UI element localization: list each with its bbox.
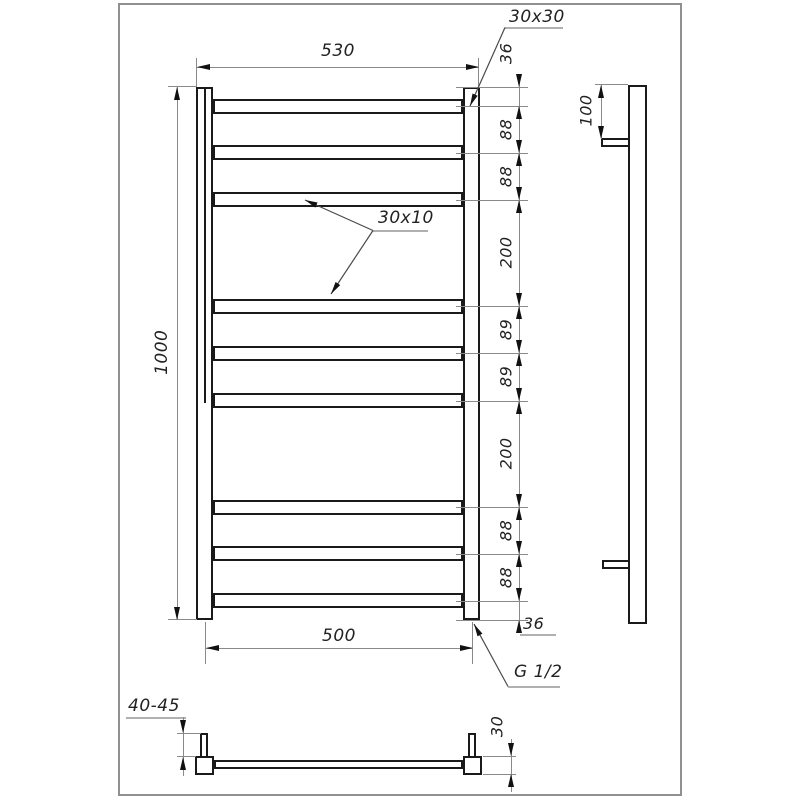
bottom-post-right xyxy=(463,756,482,775)
dim-spacing-5: 89 xyxy=(496,365,516,388)
bottom-bar xyxy=(214,760,463,769)
dim-top-width: 530 xyxy=(321,41,355,61)
label-post-section: 30x30 xyxy=(509,7,565,27)
dim-spacing-4: 89 xyxy=(496,318,516,341)
bottom-stem-right xyxy=(468,733,476,758)
dimension-arrow xyxy=(180,720,186,733)
dim-top-gap: 36 xyxy=(496,42,516,65)
bottom-post-left xyxy=(195,756,214,775)
leader-rung-section-lower xyxy=(331,231,373,295)
dimension-arrow xyxy=(180,757,186,770)
leader-thread xyxy=(474,624,508,687)
dim-bottom-width: 500 xyxy=(322,626,356,646)
dimension-arrow xyxy=(598,85,604,98)
dim-post-depth: 30 xyxy=(487,715,507,738)
dim-bracket-offset: 100 xyxy=(576,94,596,127)
label-rung-section: 30x10 xyxy=(378,208,434,228)
label-thread: G 1/2 xyxy=(514,662,563,682)
label-shelf xyxy=(126,717,186,719)
dimension-arrow xyxy=(508,774,514,787)
dim-bottom-gap: 36 xyxy=(523,614,545,633)
dimension-arrow xyxy=(508,743,514,756)
dim-spacing-2: 88 xyxy=(496,165,516,188)
side-bracket-bottom xyxy=(602,560,630,569)
dim-spacing-1: 88 xyxy=(496,118,516,141)
bottom-stem-left xyxy=(200,733,208,758)
dim-height: 1000 xyxy=(152,329,173,375)
side-post xyxy=(628,85,647,624)
ext-line xyxy=(177,733,201,734)
leader-rung-section-upper xyxy=(305,200,373,231)
side-bracket-top xyxy=(601,138,630,147)
dim-spacing-6: 200 xyxy=(496,437,516,470)
dim-wall-clearance: 40-45 xyxy=(128,696,180,716)
dim-spacing-8: 88 xyxy=(496,566,516,589)
dim-spacing-3: 200 xyxy=(496,236,516,269)
leader-post-section xyxy=(470,28,505,107)
dim-spacing-7: 88 xyxy=(496,519,516,542)
dimension-arrow xyxy=(598,126,604,139)
